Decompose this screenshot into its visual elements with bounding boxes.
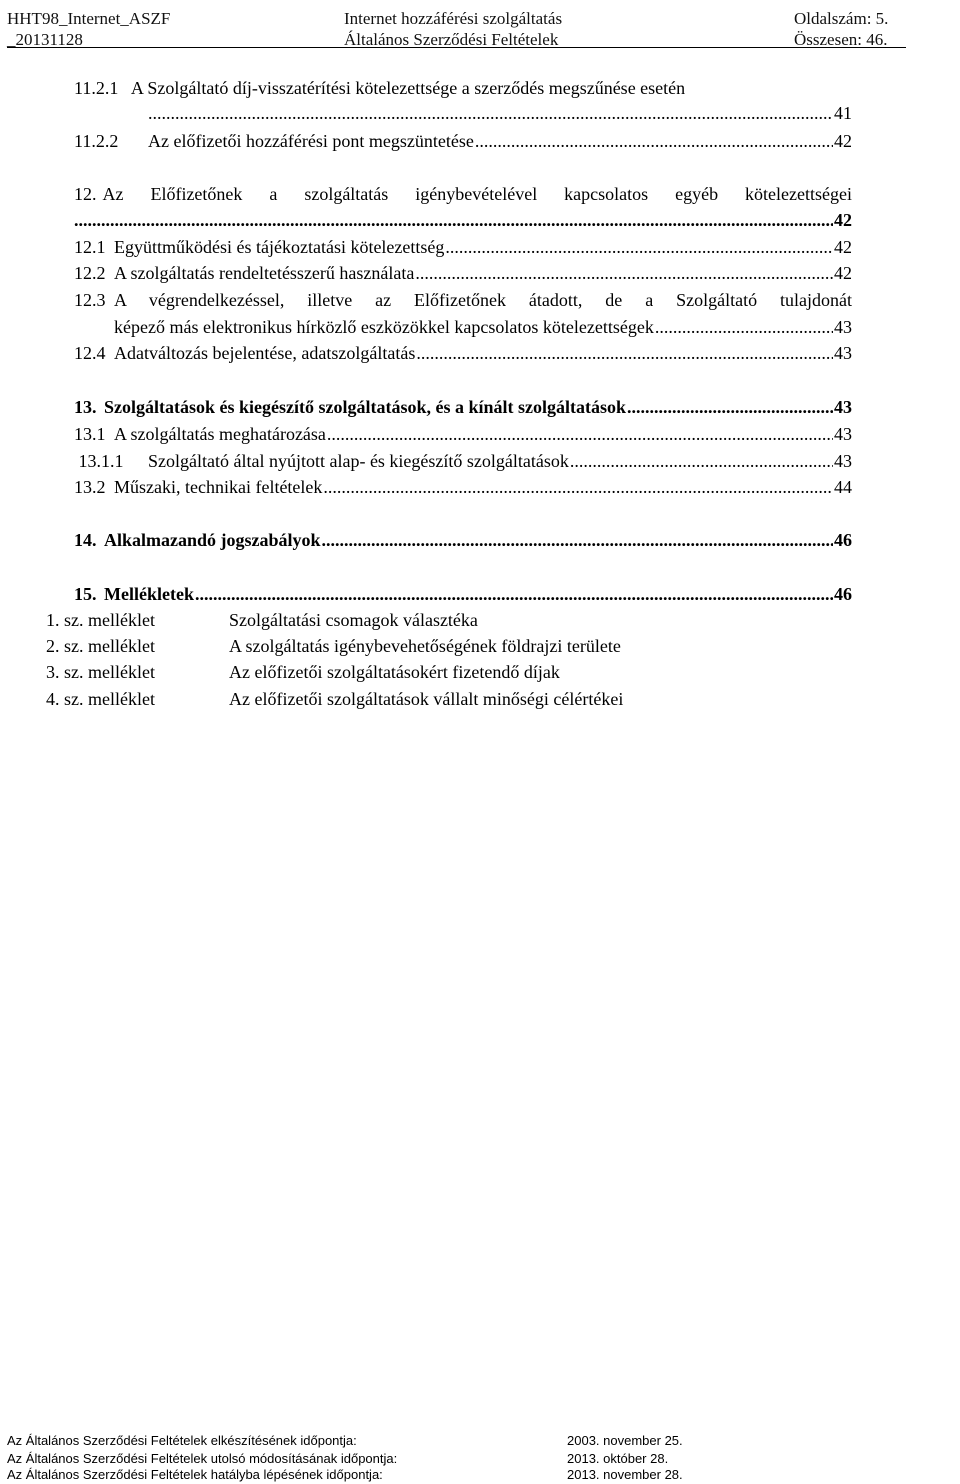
dot-leader	[195, 583, 833, 605]
toc-number: 12.3	[74, 290, 106, 310]
toc-number: 11.2.2	[74, 131, 119, 151]
toc-number: 12.4	[74, 343, 106, 363]
toc-text: Együttműködési és tájékoztatási kötelezettség	[114, 237, 445, 257]
footer-row-created	[7, 1433, 907, 1449]
toc-text: Szolgáltató által nyújtott alap- és kiegészítő szolgáltatások	[148, 451, 569, 471]
header-divider	[7, 47, 906, 48]
footer-label: Az Általános Szerződési Feltételek elkészítésének időpontja:	[7, 1433, 357, 1448]
dot-leader	[627, 396, 833, 418]
toc-text: Mellékletek	[104, 584, 194, 604]
toc-number: 13.1	[74, 424, 106, 444]
toc-text-continued: képező más elektronikus hírközlő eszközökkel kapcsolatos kötelezettségek	[114, 317, 654, 337]
toc-number: 12.1	[74, 237, 106, 257]
toc-page: 41	[834, 103, 852, 123]
annex-item	[46, 688, 846, 710]
dot-leader	[322, 529, 833, 551]
annex-title: Az előfizetői szolgáltatások vállalt minőségi célértékei	[229, 689, 624, 709]
toc-text: A szolgáltatás meghatározása	[114, 424, 326, 444]
toc-text: A végrendelkezéssel, illetve az Előfizetőnek átadott, de a Szolgáltató tulajdonát	[114, 290, 852, 310]
header-left-line-1: HHT98_Internet_ASZF	[7, 9, 171, 28]
header-document-id	[7, 8, 170, 50]
toc-entry-14[interactable]	[74, 529, 852, 551]
header-left-line-2: _20131128	[7, 30, 83, 49]
annex-title: Szolgáltatási csomagok választéka	[229, 610, 478, 630]
dot-leader	[445, 236, 833, 258]
footer-label: Az Általános Szerződési Feltételek hatályba lépésének időpontja:	[7, 1467, 383, 1482]
footer-label: Az Általános Szerződési Feltételek utolsó módosításának időpontja:	[7, 1451, 398, 1466]
toc-number: 13.	[74, 397, 97, 417]
toc-entry-12-2[interactable]	[74, 262, 852, 284]
footer-row-effective	[7, 1467, 907, 1483]
header-document-title	[344, 8, 562, 50]
header-page-info	[794, 8, 888, 50]
toc-entry-13-2[interactable]	[74, 476, 852, 498]
toc-entry-12[interactable]	[74, 183, 852, 205]
annex-label: 2. sz. melléklet	[46, 636, 155, 656]
annex-title: A szolgáltatás igénybevehetőségének földrajzi területe	[229, 636, 621, 656]
dot-leader	[416, 342, 833, 364]
toc-page: 42	[834, 210, 852, 230]
annex-label: 3. sz. melléklet	[46, 662, 155, 682]
dot-leader	[475, 130, 833, 152]
toc-entry-13-1-1[interactable]	[74, 450, 852, 472]
toc-number	[74, 450, 148, 472]
footer-value: 2013. október 28.	[567, 1451, 669, 1466]
footer-row-modified	[7, 1451, 907, 1467]
toc-page: 43	[834, 451, 852, 471]
toc-text: Az Előfizetőnek a szolgáltatás igénybevételével kapcsolatos egyéb kötelezettségei	[102, 184, 852, 204]
toc-page: 43	[834, 317, 852, 337]
toc-number: 14.	[74, 530, 97, 550]
page-header	[0, 4, 960, 48]
annex-item	[46, 635, 846, 657]
dot-leader	[327, 423, 833, 445]
annex-item	[46, 609, 846, 631]
toc-text: Szolgáltatások és kiegészítő szolgáltatások, és a kínált szolgáltatások	[104, 397, 626, 417]
dot-leader	[323, 476, 833, 498]
toc-number-text: 13.1.1	[78, 451, 124, 471]
toc-text: A szolgáltatás rendeltetésszerű használata	[114, 263, 415, 283]
toc-page: 44	[834, 477, 852, 497]
toc-text: Műszaki, technikai feltételek	[114, 477, 323, 497]
dot-leader	[415, 262, 833, 284]
toc-page: 43	[834, 343, 852, 363]
header-page-total: Összesen: 46.	[794, 30, 888, 49]
toc-page: 43	[834, 397, 852, 417]
dot-leader	[148, 102, 833, 124]
toc-page: 43	[834, 424, 852, 444]
dot-leader	[570, 450, 833, 472]
toc-entry-12-4[interactable]	[74, 342, 852, 364]
toc-text: Adatváltozás bejelentése, adatszolgáltatás	[114, 343, 416, 363]
toc-text: A Szolgáltató díj-visszatérítési kötelezettsége a szerződés megszűnése esetén	[130, 78, 686, 98]
header-middle-line-2: Általános Szerződési Feltételek	[344, 30, 559, 49]
toc-page: 42	[834, 237, 852, 257]
toc-page: 46	[834, 530, 852, 550]
toc-page: 42	[834, 263, 852, 283]
toc-entry-13[interactable]	[74, 396, 852, 418]
toc-entry-13-1[interactable]	[74, 423, 852, 445]
toc-number: 11.2.1	[74, 78, 119, 98]
toc-entry-11-2-1[interactable]	[74, 77, 685, 99]
footer-value: 2003. november 25.	[567, 1433, 683, 1448]
toc-number: 12.2	[74, 263, 106, 283]
header-middle-line-1: Internet hozzáférési szolgáltatás	[344, 9, 563, 28]
toc-entry-12-leader[interactable]	[74, 209, 852, 231]
toc-entry-12-1[interactable]	[74, 236, 852, 258]
annex-title: Az előfizetői szolgáltatásokért fizetendő díjak	[229, 662, 560, 682]
toc-entry-12-3[interactable]	[74, 289, 852, 311]
toc-entry-11-2-1-leader[interactable]	[148, 102, 852, 124]
toc-number: 13.2	[74, 477, 106, 497]
toc-text: Az előfizetői hozzáférési pont megszüntetése	[148, 131, 474, 151]
toc-page: 42	[834, 131, 852, 151]
annex-item	[46, 661, 846, 683]
dot-leader	[74, 209, 833, 231]
toc-entry-15[interactable]	[74, 583, 852, 605]
toc-entry-12-3-line-2[interactable]	[114, 316, 852, 338]
footer-value: 2013. november 28.	[567, 1467, 683, 1482]
annex-label: 4. sz. melléklet	[46, 689, 155, 709]
annex-label: 1. sz. melléklet	[46, 610, 155, 630]
toc-number: 15.	[74, 584, 97, 604]
toc-number: 12.	[74, 184, 97, 204]
toc-page: 46	[834, 584, 852, 604]
toc-entry-11-2-2[interactable]	[74, 130, 852, 152]
toc-text: Alkalmazandó jogszabályok	[104, 530, 321, 550]
dot-leader	[655, 316, 833, 338]
header-page-number: Oldalszám: 5.	[794, 9, 889, 28]
